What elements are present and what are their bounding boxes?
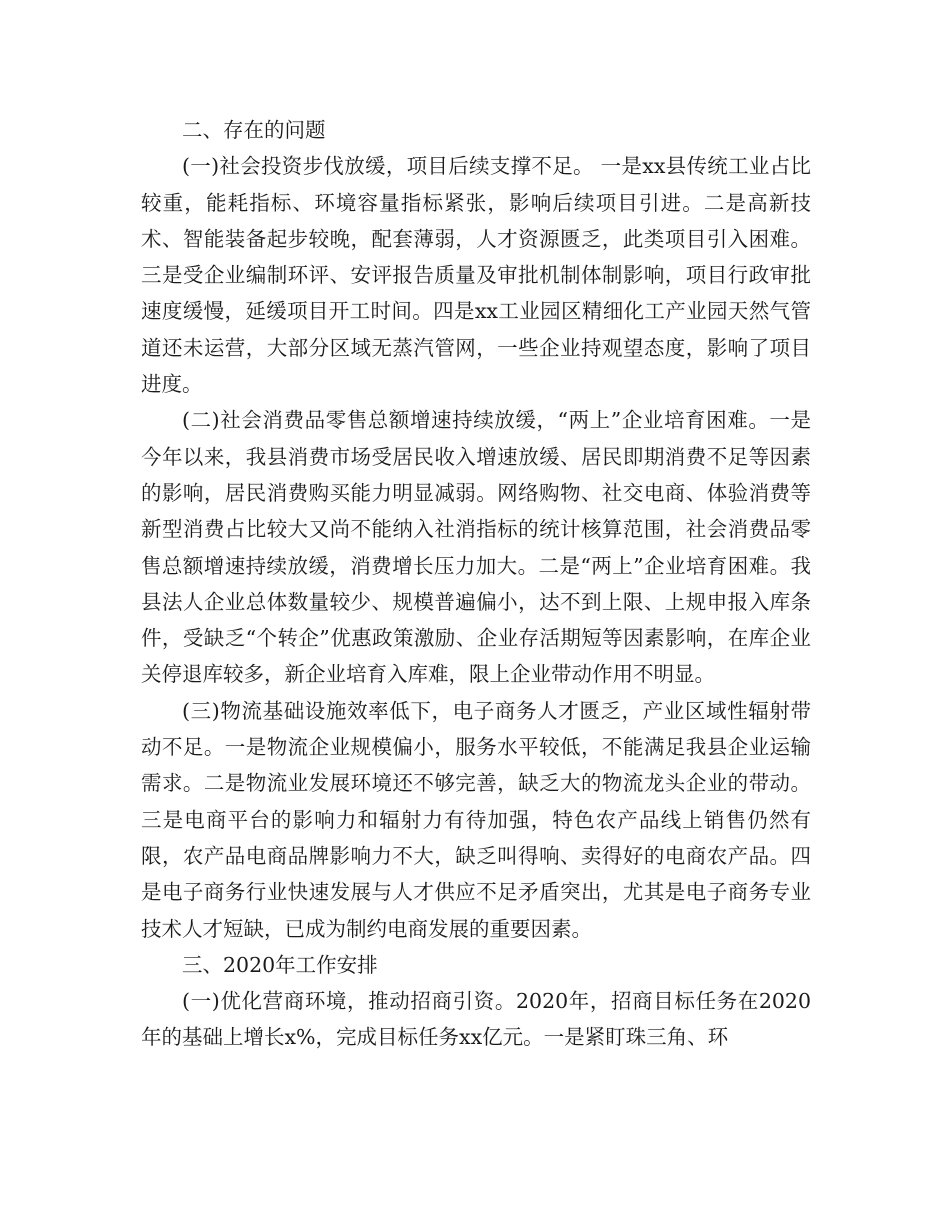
paragraph-social-investment: (一)社会投资步伐放缓，项目后续支撑不足。 一是xx县传统工业占比较重，能耗指标、环境容量指标紧张，影响后续项目引进。二是高新技术、智能装备起步较晚，配套薄弱，人才资源匮乏，此类项目引入困难。三是受企业编制环评、安评报告质量及审批机制体制影响，项目行政审批速度缓慢，延缓项目开工时间。四是xx工业园区精细化工产业园天然气管道还未运营，大部分区域无蒸汽管网，一些企业持观望态度，影响了项目进度。 — [141, 154, 811, 397]
document-body — [141, 112, 811, 1056]
paragraph-retail-sales: (二)社会消费品零售总额增速持续放缓，“两上”企业培育困难。一是今年以来，我县消费市场受居民收入增速放缓、居民即期消费不足等因素的影响，居民消费购买能力明显减弱。网络购物、社交电商、体验消费等新型消费占比较大又尚不能纳入社消指标的统计核算范围，社会消费品零售总额增速持续放缓，消费增长压力加大。二是“两上”企业培育困难。我县法人企业总体数量较少、规模普遍偏小，达不到上限、上规申报入库条件，受缺乏“个转企”优惠政策激励、企业存活期短等因素影响，在库企业关停退库较多，新企业培育入库难，限上企业带动作用不明显。 — [141, 408, 811, 687]
paragraph-business-environment: (一)优化营商环境，推动招商引资。2020年，招商目标任务在2020年的基础上增长x%，完成目标任务xx亿元。一是紧盯珠三角、环 — [141, 989, 811, 1050]
section-heading-work-plan: 三、2020年工作安排 — [182, 952, 378, 977]
paragraph-logistics-ecommerce: (三)物流基础设施效率低下，电子商务人才匮乏，产业区域性辐射带动不足。一是物流企业规模偏小，服务水平较低，不能满足我县企业运输需求。二是物流业发展环境还不够完善，缺乏大的物流龙头企业的带动。三是电商平台的影响力和辐射力有待加强，特色农产品线上销售仍然有限，农产品电商品牌影响力不大，缺乏叫得响、卖得好的电商农产品。四是电子商务行业快速发展与人才供应不足矛盾突出，尤其是电子商务专业技术人才短缺，已成为制约电商发展的重要因素。 — [141, 698, 811, 941]
section-heading-problems: 二、存在的问题 — [182, 118, 326, 142]
